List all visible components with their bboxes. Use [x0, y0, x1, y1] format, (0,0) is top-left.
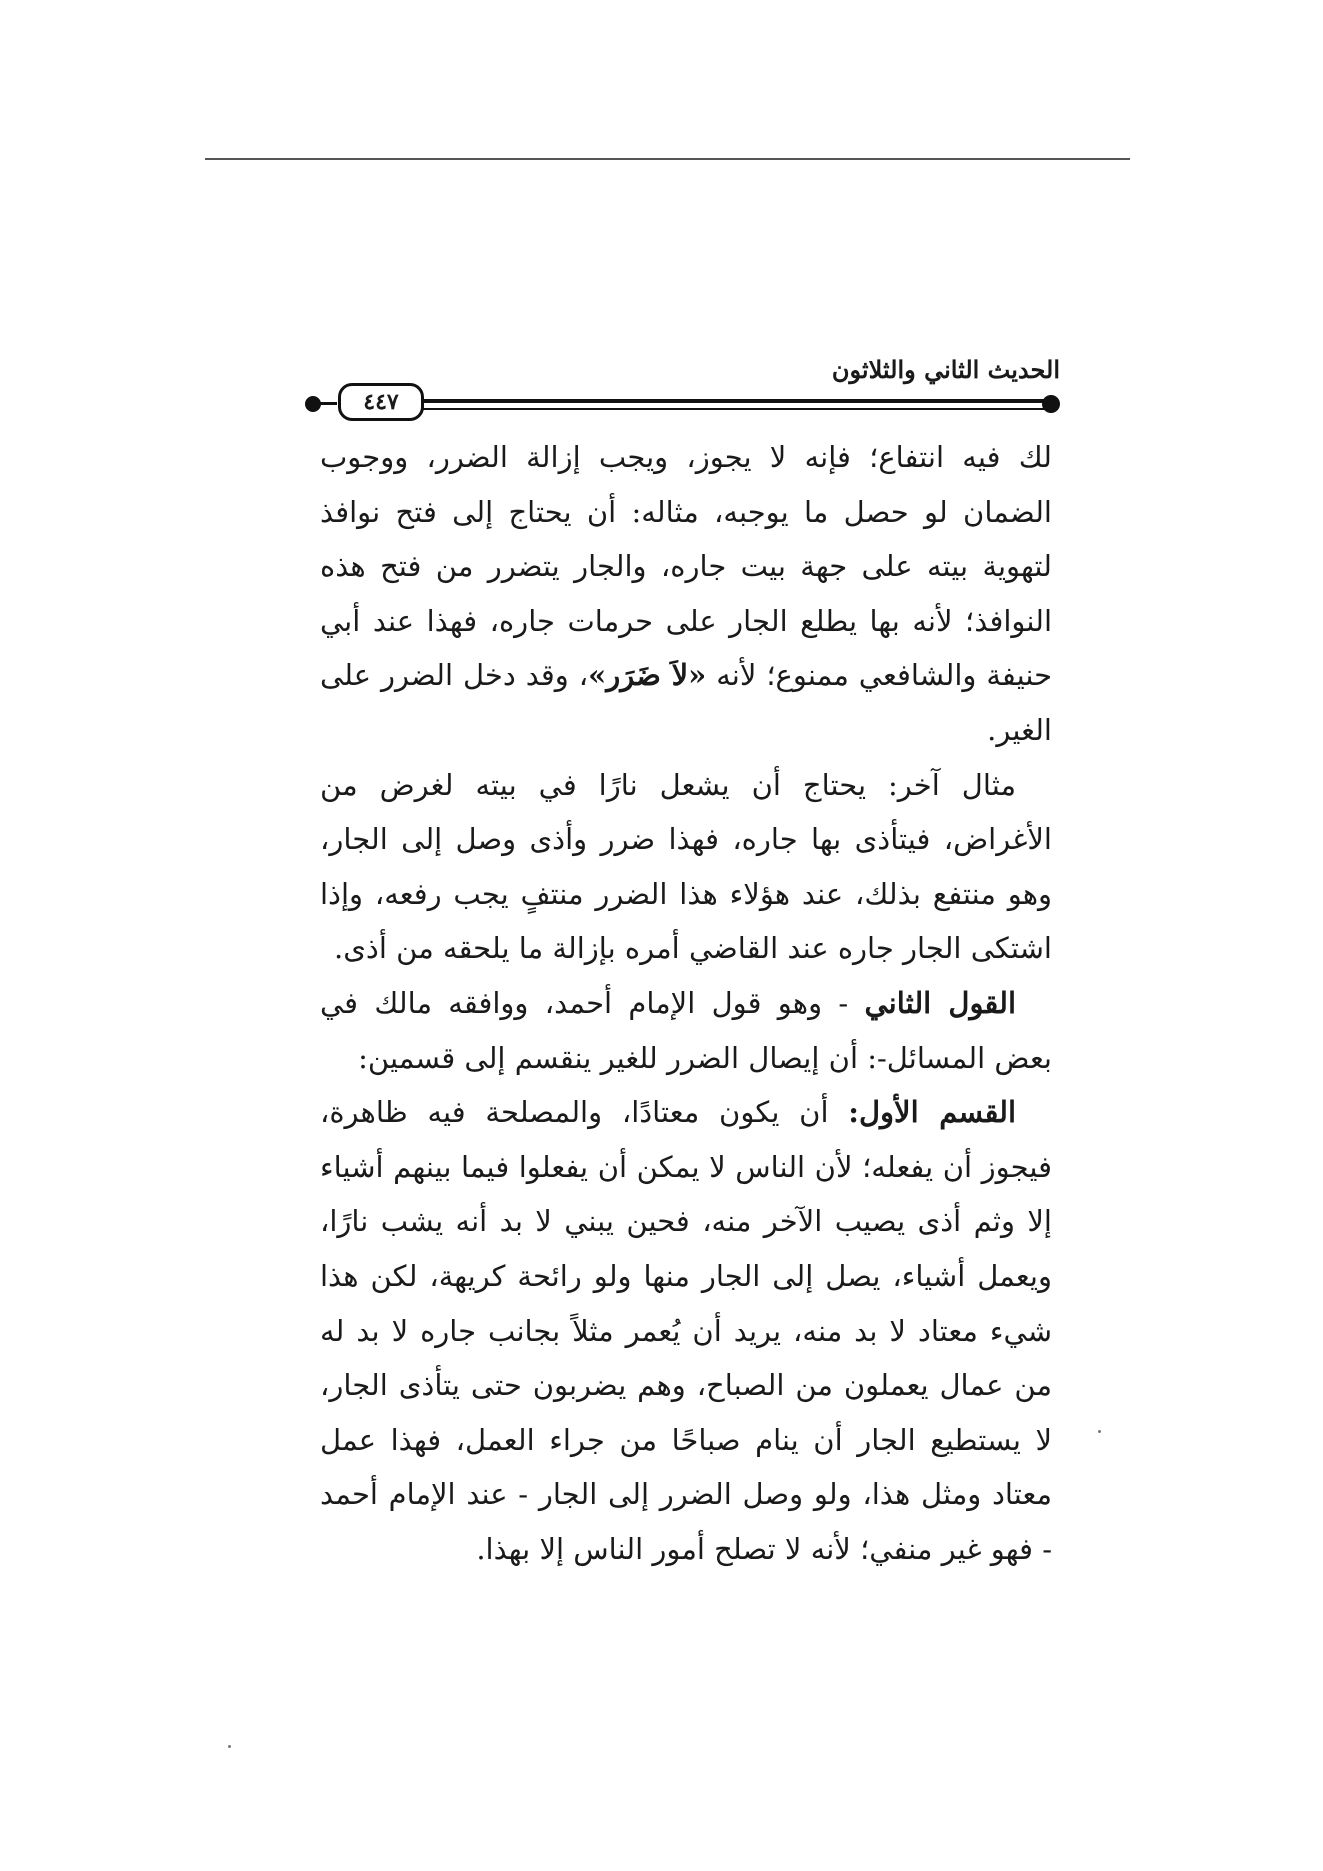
- first-section-heading: القسم الأول:: [848, 1095, 1017, 1130]
- header-rule: [423, 399, 1050, 403]
- page-number: ٤٤٧: [363, 389, 399, 415]
- second-opinion-heading: القول الثاني: [864, 985, 1016, 1020]
- running-title: الحديث الثاني والثلاثون: [831, 355, 1060, 384]
- page-number-badge: [338, 383, 424, 421]
- scan-speck: [228, 1745, 231, 1748]
- page-body: [320, 430, 1052, 1576]
- top-rule: [205, 158, 1130, 160]
- ornament-dot-right: [1042, 395, 1060, 413]
- paragraph-1-text-a: لك فيه انتفاع؛ فإنه لا يجوز، ويجب إزالة الضرر، ووجوب الضمان لو حصل ما يوجبه، مثاله: أن يحتاج إلى فتح نوافذ لتهوية بيته على جهة بيت جاره، والجار يتضرر من فتح هذه النوافذ؛ لأنه بها يطلع الجار على حرمات جاره، فهذا عند أبي حنيفة والشافعي ممنوع؛ لأنه: [320, 440, 1052, 693]
- header-rule-thin: [423, 408, 1050, 410]
- scan-speck: [1098, 1430, 1101, 1433]
- paragraph-4: [320, 1085, 1052, 1576]
- paragraph-1: [320, 430, 1052, 758]
- hadith-quote: «لاَ ضَرَر»: [588, 658, 707, 693]
- paragraph-3: [320, 976, 1052, 1085]
- paragraph-3-text: - وهو قول الإمام أحمد، ووافقه مالك في بعض المسائل-: أن إيصال الضرر للغير ينقسم إلى قسمين:: [320, 985, 1052, 1075]
- page-header: [305, 352, 1060, 442]
- paragraph-4-text: أن يكون معتادًا، والمصلحة فيه ظاهرة، فيجوز أن يفعله؛ لأن الناس لا يمكن أن يفعلوا فيما بينهم أشياء إلا وثم أذى يصيب الآخر منه، فحين يبني لا بد أنه يشب نارًا، ويعمل أشياء، يصل إلى الجار منها ولو رائحة كريهة، لكن هذا شيء معتاد لا بد منه، يريد أن يُعمر مثلاً بجانب جاره لا بد له من عمال يعملون من الصباح، وهم يضربون حتى يتأذى الجار، لا يستطيع الجار أن ينام صباحًا من جراء العمل، فهذا عمل معتاد ومثل هذا، ولو وصل الضرر إلى الجار - عند الإمام أحمد - فهو غير منفي؛ لأنه لا تصلح أمور الناس إلا بهذا.: [320, 1095, 1052, 1566]
- ornament-connector: [317, 402, 337, 405]
- paragraph-2: مثال آخر: يحتاج أن يشعل نارًا في بيته لغرض من الأغراض، فيتأذى بها جاره، فهذا ضرر وأذى وصل إلى الجار، وهو منتفع بذلك، عند هؤلاء هذا الضرر منتفٍ يجب رفعه، وإذا اشتكى الجار جاره عند القاضي أمره بإزالة ما يلحقه من أذى.: [320, 767, 1052, 966]
- paragraph-1-text-b: ، وقد دخل الضرر على الغير.: [320, 658, 1052, 747]
